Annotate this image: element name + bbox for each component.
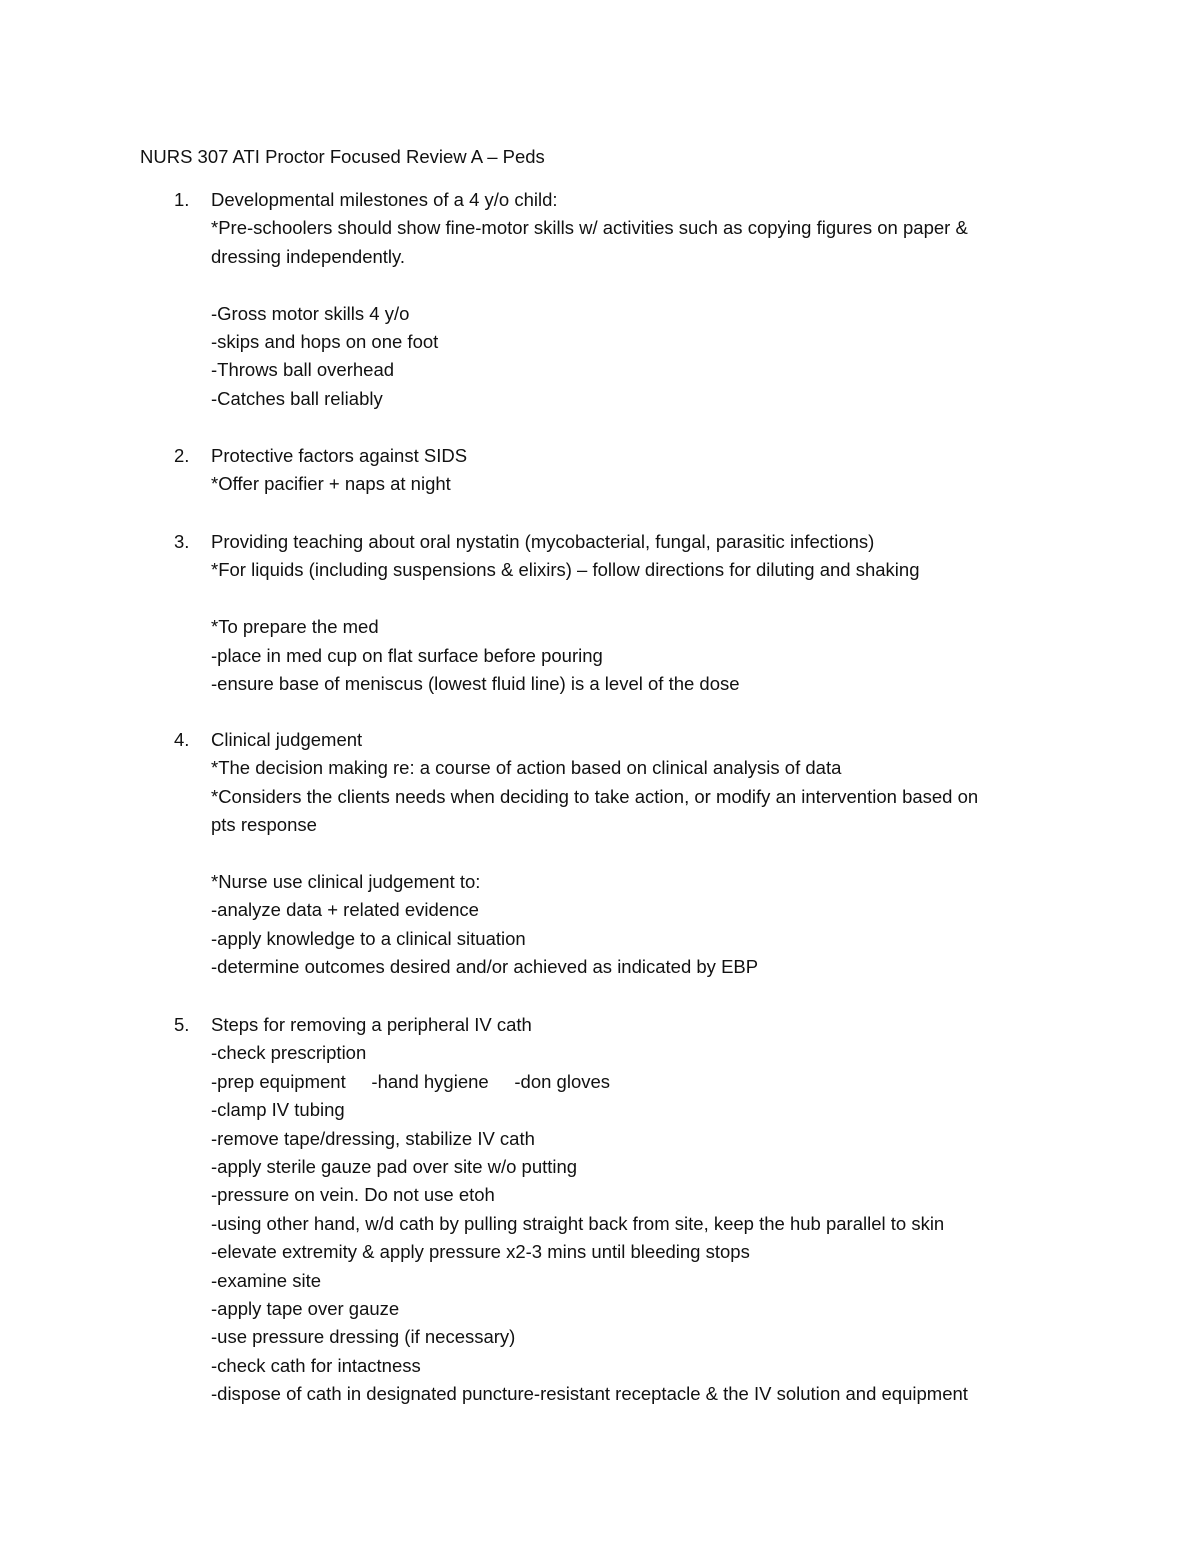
item-text-line: pts response [211, 814, 317, 836]
item-body [211, 442, 1071, 499]
item-body [211, 726, 1071, 982]
item-heading: Protective factors against SIDS [211, 445, 468, 466]
blank-line [211, 271, 1071, 299]
item-body [211, 528, 1071, 698]
item-body [211, 1011, 1071, 1408]
item-text-line: -ensure base of meniscus (lowest fluid line) is a level of the dose [211, 672, 740, 694]
item-text-line: *To prepare the med [211, 616, 379, 638]
item-number: 1. [174, 189, 190, 210]
blank-line [211, 585, 1071, 613]
item-number: 4. [174, 729, 190, 750]
item-body [211, 186, 1071, 413]
document-title: NURS 307 ATI Proctor Focused Review A – Peds [140, 146, 545, 167]
item-text-line: -apply knowledge to a clinical situation [211, 927, 526, 949]
item-text-line: -Catches ball reliably [211, 387, 383, 409]
item-text-line: *Offer pacifier + naps at night [211, 473, 451, 495]
item-heading: Steps for removing a peripheral IV cath [211, 1014, 532, 1035]
item-text-line: -check cath for intactness [211, 1354, 421, 1376]
item-text-line: -place in med cup on flat surface before pouring [211, 644, 603, 666]
item-text-line: -pressure on vein. Do not use etoh [211, 1184, 495, 1206]
item-number: 2. [174, 445, 190, 466]
item-text-line: -Gross motor skills 4 y/o [211, 302, 410, 324]
item-text-line: -analyze data + related evidence [211, 899, 479, 921]
item-text-line: -using other hand, w/d cath by pulling straight back from site, keep the hub parallel to skin [211, 1212, 945, 1234]
item-text-line: *Considers the clients needs when deciding to take action, or modify an intervention based on [211, 785, 979, 807]
item-text-line: *Nurse use clinical judgement to: [211, 870, 481, 892]
item-text-line: -elevate extremity & apply pressure x2-3 mins until bleeding stops [211, 1241, 750, 1263]
item-number: 5. [174, 1014, 190, 1035]
item-heading: Developmental milestones of a 4 y/o child: [211, 189, 558, 210]
item-text-line: dressing independently. [211, 245, 406, 267]
item-text-line: -prep equipment -hand hygiene -don gloves [211, 1070, 611, 1092]
item-text-line: -examine site [211, 1269, 322, 1291]
item-text-line: -Throws ball overhead [211, 359, 395, 381]
item-heading: Providing teaching about oral nystatin (mycobacterial, fungal, parasitic infections) [211, 531, 875, 552]
blank-line [211, 840, 1071, 868]
item-text-line: -use pressure dressing (if necessary) [211, 1326, 516, 1348]
item-heading: Clinical judgement [211, 729, 363, 750]
item-text-line: -apply sterile gauze pad over site w/o putting [211, 1155, 578, 1177]
item-text-line: *For liquids (including suspensions & elixirs) – follow directions for diluting and shaking [211, 559, 920, 581]
item-text-line: -skips and hops on one foot [211, 330, 439, 352]
item-text-line: -dispose of cath in designated puncture-resistant receptacle & the IV solution and equipment [211, 1383, 968, 1405]
item-number: 3. [174, 531, 190, 552]
item-text-line: *Pre-schoolers should show fine-motor skills w/ activities such as copying figures on paper & [211, 217, 968, 239]
item-text-line: -clamp IV tubing [211, 1099, 345, 1121]
item-text-line: *The decision making re: a course of action based on clinical analysis of data [211, 757, 842, 779]
item-text-line: -remove tape/dressing, stabilize IV cath [211, 1127, 535, 1149]
item-text-line: -check prescription [211, 1042, 367, 1064]
item-text-line: -apply tape over gauze [211, 1297, 400, 1319]
item-text-line: -determine outcomes desired and/or achieved as indicated by EBP [211, 956, 759, 978]
